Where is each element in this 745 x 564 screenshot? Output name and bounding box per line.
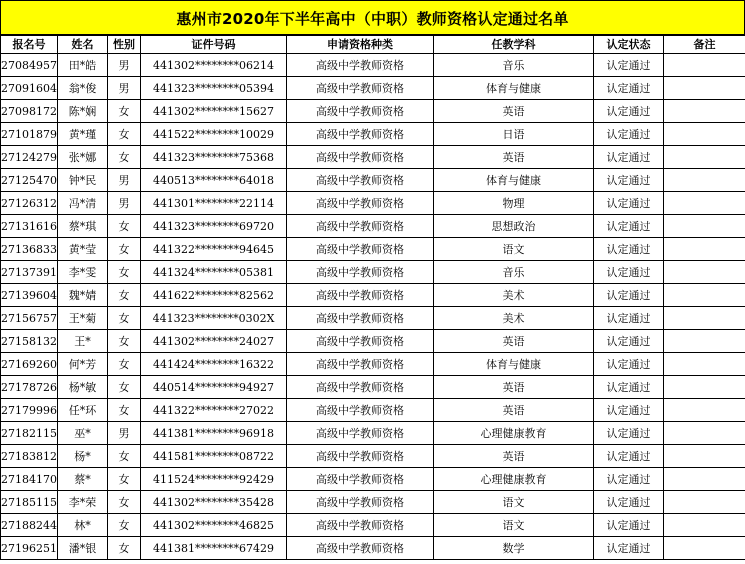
cell-registration-no: 27125470	[1, 169, 58, 192]
cell-name: 魏*婧	[58, 284, 108, 307]
cell-name: 巫*	[58, 422, 108, 445]
cell-status: 认定通过	[594, 123, 664, 146]
cell-remarks	[664, 468, 745, 491]
cell-gender: 女	[108, 284, 141, 307]
cell-id-number: 440513********64018	[141, 169, 287, 192]
cell-subject: 英语	[434, 330, 594, 353]
cell-name: 林*	[58, 514, 108, 537]
cell-gender: 女	[108, 123, 141, 146]
table-row	[1, 100, 745, 123]
table-row	[1, 468, 745, 491]
cell-subject: 音乐	[434, 261, 594, 284]
cell-qualification-type: 高级中学教师资格	[287, 215, 434, 238]
cell-name: 田*皓	[58, 54, 108, 77]
cell-remarks	[664, 537, 745, 560]
cell-name: 冯*清	[58, 192, 108, 215]
cell-status: 认定通过	[594, 261, 664, 284]
cell-name: 翁*俊	[58, 77, 108, 100]
table-row	[1, 261, 745, 284]
cell-id-number: 441301********22114	[141, 192, 287, 215]
cell-qualification-type: 高级中学教师资格	[287, 123, 434, 146]
cell-qualification-type: 高级中学教师资格	[287, 192, 434, 215]
cell-remarks	[664, 215, 745, 238]
cell-id-number: 441323********0302X	[141, 307, 287, 330]
header-id-number: 证件号码	[141, 35, 287, 54]
cell-remarks	[664, 77, 745, 100]
cell-registration-no: 27139604	[1, 284, 58, 307]
table-row	[1, 238, 745, 261]
cell-subject: 思想政治	[434, 215, 594, 238]
table-row	[1, 284, 745, 307]
cell-name: 黄*莹	[58, 238, 108, 261]
cell-qualification-type: 高级中学教师资格	[287, 77, 434, 100]
table-row	[1, 330, 745, 353]
cell-registration-no: 27188244	[1, 514, 58, 537]
cell-registration-no: 27184170	[1, 468, 58, 491]
cell-status: 认定通过	[594, 399, 664, 422]
header-row	[1, 35, 745, 54]
cell-qualification-type: 高级中学教师资格	[287, 399, 434, 422]
cell-id-number: 441302********24027	[141, 330, 287, 353]
cell-id-number: 441381********96918	[141, 422, 287, 445]
cell-remarks	[664, 123, 745, 146]
cell-subject: 语文	[434, 514, 594, 537]
cell-subject: 体育与健康	[434, 77, 594, 100]
sheet-title: 惠州市2020年下半年高中（中职）教师资格认定通过名单	[0, 0, 745, 36]
roster-table	[0, 34, 745, 560]
table-row	[1, 192, 745, 215]
cell-registration-no: 27084957	[1, 54, 58, 77]
cell-qualification-type: 高级中学教师资格	[287, 146, 434, 169]
cell-name: 何*芳	[58, 353, 108, 376]
cell-remarks	[664, 238, 745, 261]
cell-name: 杨*敏	[58, 376, 108, 399]
cell-status: 认定通过	[594, 537, 664, 560]
cell-gender: 女	[108, 100, 141, 123]
cell-registration-no: 27183812	[1, 445, 58, 468]
header-qualification-type: 申请资格种类	[287, 35, 434, 54]
cell-remarks	[664, 353, 745, 376]
cell-subject: 语文	[434, 238, 594, 261]
cell-gender: 女	[108, 514, 141, 537]
cell-name: 钟*民	[58, 169, 108, 192]
cell-status: 认定通过	[594, 284, 664, 307]
cell-id-number: 441324********05381	[141, 261, 287, 284]
cell-remarks	[664, 192, 745, 215]
cell-registration-no: 27136833	[1, 238, 58, 261]
cell-qualification-type: 高级中学教师资格	[287, 468, 434, 491]
cell-name: 潘*银	[58, 537, 108, 560]
cell-id-number: 440514********94927	[141, 376, 287, 399]
cell-id-number: 441302********46825	[141, 514, 287, 537]
cell-gender: 女	[108, 330, 141, 353]
cell-status: 认定通过	[594, 307, 664, 330]
cell-subject: 美术	[434, 307, 594, 330]
cell-qualification-type: 高级中学教师资格	[287, 238, 434, 261]
table-row	[1, 491, 745, 514]
cell-registration-no: 27098172	[1, 100, 58, 123]
cell-registration-no: 27126312	[1, 192, 58, 215]
cell-status: 认定通过	[594, 54, 664, 77]
cell-status: 认定通过	[594, 100, 664, 123]
cell-qualification-type: 高级中学教师资格	[287, 445, 434, 468]
cell-name: 王*	[58, 330, 108, 353]
cell-name: 王*菊	[58, 307, 108, 330]
cell-gender: 女	[108, 537, 141, 560]
cell-qualification-type: 高级中学教师资格	[287, 491, 434, 514]
cell-remarks	[664, 146, 745, 169]
cell-remarks	[664, 330, 745, 353]
cell-subject: 英语	[434, 146, 594, 169]
cell-remarks	[664, 100, 745, 123]
cell-name: 蔡*琪	[58, 215, 108, 238]
cell-gender: 女	[108, 353, 141, 376]
cell-status: 认定通过	[594, 353, 664, 376]
cell-subject: 心理健康教育	[434, 422, 594, 445]
table-row	[1, 376, 745, 399]
cell-subject: 体育与健康	[434, 353, 594, 376]
cell-gender: 女	[108, 399, 141, 422]
cell-registration-no: 27179996	[1, 399, 58, 422]
cell-id-number: 441622********82562	[141, 284, 287, 307]
cell-registration-no: 27156757	[1, 307, 58, 330]
cell-name: 黄*瑾	[58, 123, 108, 146]
cell-remarks	[664, 399, 745, 422]
cell-subject: 语文	[434, 491, 594, 514]
table-row	[1, 445, 745, 468]
cell-registration-no: 27178726	[1, 376, 58, 399]
cell-subject: 体育与健康	[434, 169, 594, 192]
cell-id-number: 441323********75368	[141, 146, 287, 169]
cell-status: 认定通过	[594, 468, 664, 491]
header-name: 姓名	[58, 35, 108, 54]
header-gender: 性别	[108, 35, 141, 54]
cell-subject: 心理健康教育	[434, 468, 594, 491]
cell-registration-no: 27091604	[1, 77, 58, 100]
cell-id-number: 441302********15627	[141, 100, 287, 123]
cell-status: 认定通过	[594, 192, 664, 215]
cell-name: 陈*娴	[58, 100, 108, 123]
table-row	[1, 54, 745, 77]
cell-id-number: 411524********92429	[141, 468, 287, 491]
cell-gender: 女	[108, 238, 141, 261]
cell-qualification-type: 高级中学教师资格	[287, 353, 434, 376]
table-row	[1, 514, 745, 537]
cell-subject: 英语	[434, 399, 594, 422]
cell-status: 认定通过	[594, 445, 664, 468]
cell-id-number: 441581********08722	[141, 445, 287, 468]
cell-qualification-type: 高级中学教师资格	[287, 376, 434, 399]
table-row	[1, 399, 745, 422]
cell-registration-no: 27158132	[1, 330, 58, 353]
cell-id-number: 441302********06214	[141, 54, 287, 77]
cell-remarks	[664, 284, 745, 307]
table-row	[1, 307, 745, 330]
cell-id-number: 441323********69720	[141, 215, 287, 238]
header-subject: 任教学科	[434, 35, 594, 54]
cell-gender: 男	[108, 192, 141, 215]
header-remarks: 备注	[664, 35, 745, 54]
cell-subject: 日语	[434, 123, 594, 146]
cell-remarks	[664, 445, 745, 468]
table-row	[1, 215, 745, 238]
cell-id-number: 441322********27022	[141, 399, 287, 422]
cell-status: 认定通过	[594, 491, 664, 514]
cell-qualification-type: 高级中学教师资格	[287, 422, 434, 445]
cell-status: 认定通过	[594, 146, 664, 169]
cell-registration-no: 27196251	[1, 537, 58, 560]
cell-registration-no: 27182115	[1, 422, 58, 445]
cell-registration-no: 27101879	[1, 123, 58, 146]
header-status: 认定状态	[594, 35, 664, 54]
table-row	[1, 146, 745, 169]
cell-remarks	[664, 54, 745, 77]
cell-id-number: 441522********10029	[141, 123, 287, 146]
cell-qualification-type: 高级中学教师资格	[287, 307, 434, 330]
table-row	[1, 169, 745, 192]
cell-registration-no: 27137391	[1, 261, 58, 284]
cell-gender: 女	[108, 491, 141, 514]
cell-gender: 男	[108, 169, 141, 192]
cell-status: 认定通过	[594, 376, 664, 399]
cell-remarks	[664, 307, 745, 330]
table-row	[1, 77, 745, 100]
cell-status: 认定通过	[594, 330, 664, 353]
cell-qualification-type: 高级中学教师资格	[287, 169, 434, 192]
cell-remarks	[664, 422, 745, 445]
cell-qualification-type: 高级中学教师资格	[287, 100, 434, 123]
cell-subject: 英语	[434, 376, 594, 399]
cell-gender: 男	[108, 77, 141, 100]
cell-status: 认定通过	[594, 215, 664, 238]
cell-subject: 音乐	[434, 54, 594, 77]
table-row	[1, 353, 745, 376]
cell-remarks	[664, 261, 745, 284]
cell-gender: 女	[108, 468, 141, 491]
cell-qualification-type: 高级中学教师资格	[287, 261, 434, 284]
header-registration-no: 报名号	[1, 35, 58, 54]
cell-name: 蔡*	[58, 468, 108, 491]
cell-gender: 女	[108, 307, 141, 330]
cell-remarks	[664, 376, 745, 399]
cell-gender: 女	[108, 215, 141, 238]
cell-status: 认定通过	[594, 514, 664, 537]
cell-registration-no: 27131616	[1, 215, 58, 238]
cell-qualification-type: 高级中学教师资格	[287, 537, 434, 560]
cell-subject: 英语	[434, 100, 594, 123]
table-row	[1, 537, 745, 560]
cell-gender: 女	[108, 146, 141, 169]
cell-gender: 女	[108, 261, 141, 284]
cell-status: 认定通过	[594, 77, 664, 100]
cell-name: 任*环	[58, 399, 108, 422]
cell-id-number: 441424********16322	[141, 353, 287, 376]
cell-status: 认定通过	[594, 422, 664, 445]
cell-name: 张*娜	[58, 146, 108, 169]
cell-registration-no: 27169260	[1, 353, 58, 376]
table-row	[1, 123, 745, 146]
cell-registration-no: 27185115	[1, 491, 58, 514]
cell-name: 李*雯	[58, 261, 108, 284]
cell-qualification-type: 高级中学教师资格	[287, 54, 434, 77]
cell-remarks	[664, 514, 745, 537]
cell-gender: 男	[108, 54, 141, 77]
cell-subject: 物理	[434, 192, 594, 215]
cell-subject: 美术	[434, 284, 594, 307]
cell-id-number: 441302********35428	[141, 491, 287, 514]
cell-id-number: 441322********94645	[141, 238, 287, 261]
cell-remarks	[664, 169, 745, 192]
cell-id-number: 441323********05394	[141, 77, 287, 100]
table-row	[1, 422, 745, 445]
cell-gender: 男	[108, 422, 141, 445]
cell-remarks	[664, 491, 745, 514]
cell-status: 认定通过	[594, 169, 664, 192]
cell-gender: 女	[108, 445, 141, 468]
cell-gender: 女	[108, 376, 141, 399]
cell-name: 杨*	[58, 445, 108, 468]
cell-qualification-type: 高级中学教师资格	[287, 284, 434, 307]
cell-subject: 英语	[434, 445, 594, 468]
cell-qualification-type: 高级中学教师资格	[287, 514, 434, 537]
cell-registration-no: 27124279	[1, 146, 58, 169]
cell-name: 李*荣	[58, 491, 108, 514]
cell-subject: 数学	[434, 537, 594, 560]
roster-body	[1, 54, 745, 560]
cell-qualification-type: 高级中学教师资格	[287, 330, 434, 353]
cell-status: 认定通过	[594, 238, 664, 261]
cell-id-number: 441381********67429	[141, 537, 287, 560]
